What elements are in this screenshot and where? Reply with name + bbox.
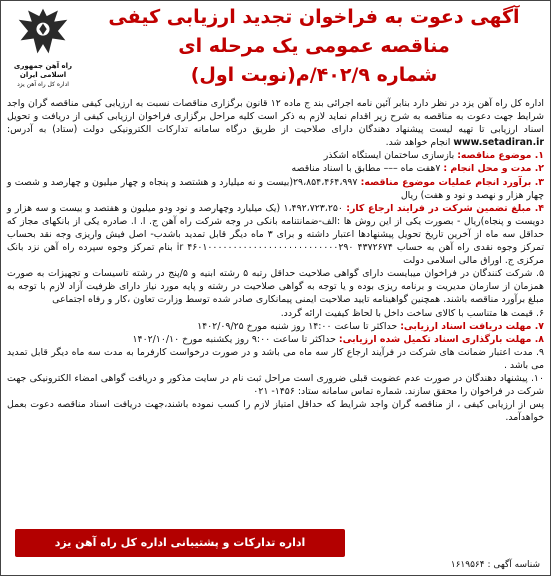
notice-title — [84, 3, 544, 90]
item-5: ۵. شرکت کنندگان در فراخوان میبایست دارای گواهی صلاحیت حداقل رتبه ۵ رشته ابنیه و ۵/پنج در رشته تاسیسات و تجهیزات به صورت همزمان از سازمان مدیریت و برنامه ریزی بوده و یا توجه به گواهی صلاحیت در رشته و پایه مورد نیاز دارای ظرفیت آزاد لازم با توجه به مبلغ برآورد مناقصه باشند. همچنین گواهینامه تایید صلاحیت ایمنی پیمانکاری صادر شده توسط وزارت تعاون ،کار و رفاه اجتماعی — [7, 268, 544, 306]
item-1-text: بازسازی ساختمان ایستگاه اشکذر — [323, 150, 455, 162]
item-4 — [7, 202, 544, 267]
title-line-3: شماره ۴۰۲/۹/م(نوبت اول) — [190, 64, 438, 86]
item-8 — [7, 333, 544, 346]
title-line-2: مناقصه عمومی یک مرحله ای — [178, 35, 450, 57]
item-1 — [7, 149, 544, 162]
setad-website-link[interactable]: www.setadiran.ir — [453, 137, 544, 149]
item-2-label: ۲. مدت و محل انجام : — [443, 163, 544, 175]
item-3 — [7, 176, 544, 202]
title-line-1: آگهی دعوت به فراخوان تجدید ارزیابی کیفی — [108, 6, 520, 28]
item-7-text: حداکثر تا ساعت ۱۴:۰۰ روز شنبه مورخ ۱۴۰۲/۰۹/۲۵ — [197, 320, 398, 332]
winged-emblem-icon — [15, 3, 71, 59]
item-6: ۶. قیمت ها متناسب با کالای ساخت داخل با لحاظ کیفیت ارائه گردد. — [280, 307, 544, 319]
item-2-text: ۷هفت ماه ––– مطابق با اسناد مناقصه — [291, 163, 441, 175]
item-2 — [7, 162, 544, 175]
railway-logo — [5, 3, 81, 89]
item-7-label: ۷. مهلت دریافت اسناد ارزیابی: — [400, 320, 544, 332]
logo-org-name: راه آهن جمهوری اسلامی ایران — [13, 62, 73, 79]
item-8-text: حداکثر تا ساعت ۹:۰۰ روز یکشنبه مورخ ۱۴۰۲/۱۰/۱۰ — [132, 333, 336, 345]
item-8-label: ۸. مهلت بارگذاری اسناد تکمیل شده ارزیابی: — [338, 333, 544, 345]
logo-org-subname: اداره کل راه آهن یزد — [17, 81, 69, 88]
closing-paragraph: پس از ارزیابی کیفی ، از مناقصه گران واجد شرایط که حداقل امتیاز لازم را کسب نموده باشند،جهت دریافت اسناد مناقصه دعوت بعمل خواهدآمد. — [7, 399, 544, 424]
item-1-label: ۱. موضوع مناقصه: — [457, 150, 544, 162]
item-9: ۹. مدت اعتبار ضمانت های شرکت در فرآیند ارجاع کار سه ماه می باشد و در صورت درخواست کارفرما به مدت سه ماه دیگر قابل تمدید می باشد . — [7, 346, 544, 371]
ad-identifier: شناسه آگهی : ۱۶۱۹۵۶۴ — [450, 560, 540, 570]
item-3-label: ۳. برآورد انجام عملیات موضوع مناقصه: — [360, 176, 544, 188]
item-4-label: ۴. مبلغ تضمین شرکت در فرایند ارجاع کار: — [346, 202, 544, 214]
department-banner: اداره تدارکات و پشتیبانی اداره کل راه آهن یزد — [15, 529, 345, 557]
item-3-text: ۲۹،۸۵۴،۴۶۴،۹۹۷(بیست و نه میلیارد و هشتصد و پنجاه و چهار میلیون و چهارصد و شصت و چهار هزار و نهصد و نود و هفت) ریال — [7, 176, 544, 201]
item-7 — [7, 320, 544, 333]
notice-body — [7, 97, 544, 424]
item-10: ۱۰. پیشنهاد دهندگان در صورت عدم عضویت قبلی ضروری است مراحل ثبت نام در سایت مذکور و دریافت گواهی امضاء الکترونیکی جهت شرکت در فراخوان را محقق سازند. شماره تماس سامانه ستاد: ۱۴۵۶- ۰۲۱ — [7, 372, 544, 398]
intro-end-text: انجام خواهد شد. — [385, 137, 451, 149]
intro-text: اداره کل راه آهن یزد در نظر دارد بنابر آئین نامه اجرائی بند ج ماده ۱۲ قانون برگزاری مناقصات نسبت به ارزیابی کیفی مناقصه گران واجد شرایط جهت دعوت به مناقصه به شرح زیر اقدام نماید لازم به ذکر است کلیه مراحل برگزاری فراخوان ارزیابی کیفی از دریافت و تحویل اسناد ارزیابی تا تهیه لیست پیشنهاد دهندگان دارای صلاحیت از طریق درگاه سامانه تدارکات الکترونیکی دولت (ستاد) به آدرس: — [7, 98, 544, 136]
item-4-text: ۱،۴۹۲،۷۲۳،۲۵۰ (یک میلیارد وچهارصد و نود ودو میلیون و هفتصد و بیست و سه هزار و دویست و پنجاه)ریال - بصورت یکی از این روش ها :الف-ضمانتنامه بانکی در وجه شرکت راه آهن ج. ا. ا. صادره یکی از بانکهای مجاز که حداقل سه ماه از آخرین تاریخ تحویل پیشنهادها اعتبار داشته و برای ۳ ماه دیگر قابل تمدید باشدب- اصل فیش واریزی وجه نقد بحساب تمرکز وجوه نقدی راه آهن به حساب ۴۳۷۲۶۷۴ ir ۴۶۰۱۰۰۰۰۰۰۰۰۰۰۰۰۰۰۰۰۰۰۰۰۰۰۰۰۰۰۲۹۰ بنام تمرکز وجوه سپرده راه آهن نزد بانک مرکزی ج. اوراق مالی اسلامی دولت — [7, 202, 545, 267]
notice-header — [1, 1, 551, 93]
intro-paragraph — [7, 97, 544, 149]
